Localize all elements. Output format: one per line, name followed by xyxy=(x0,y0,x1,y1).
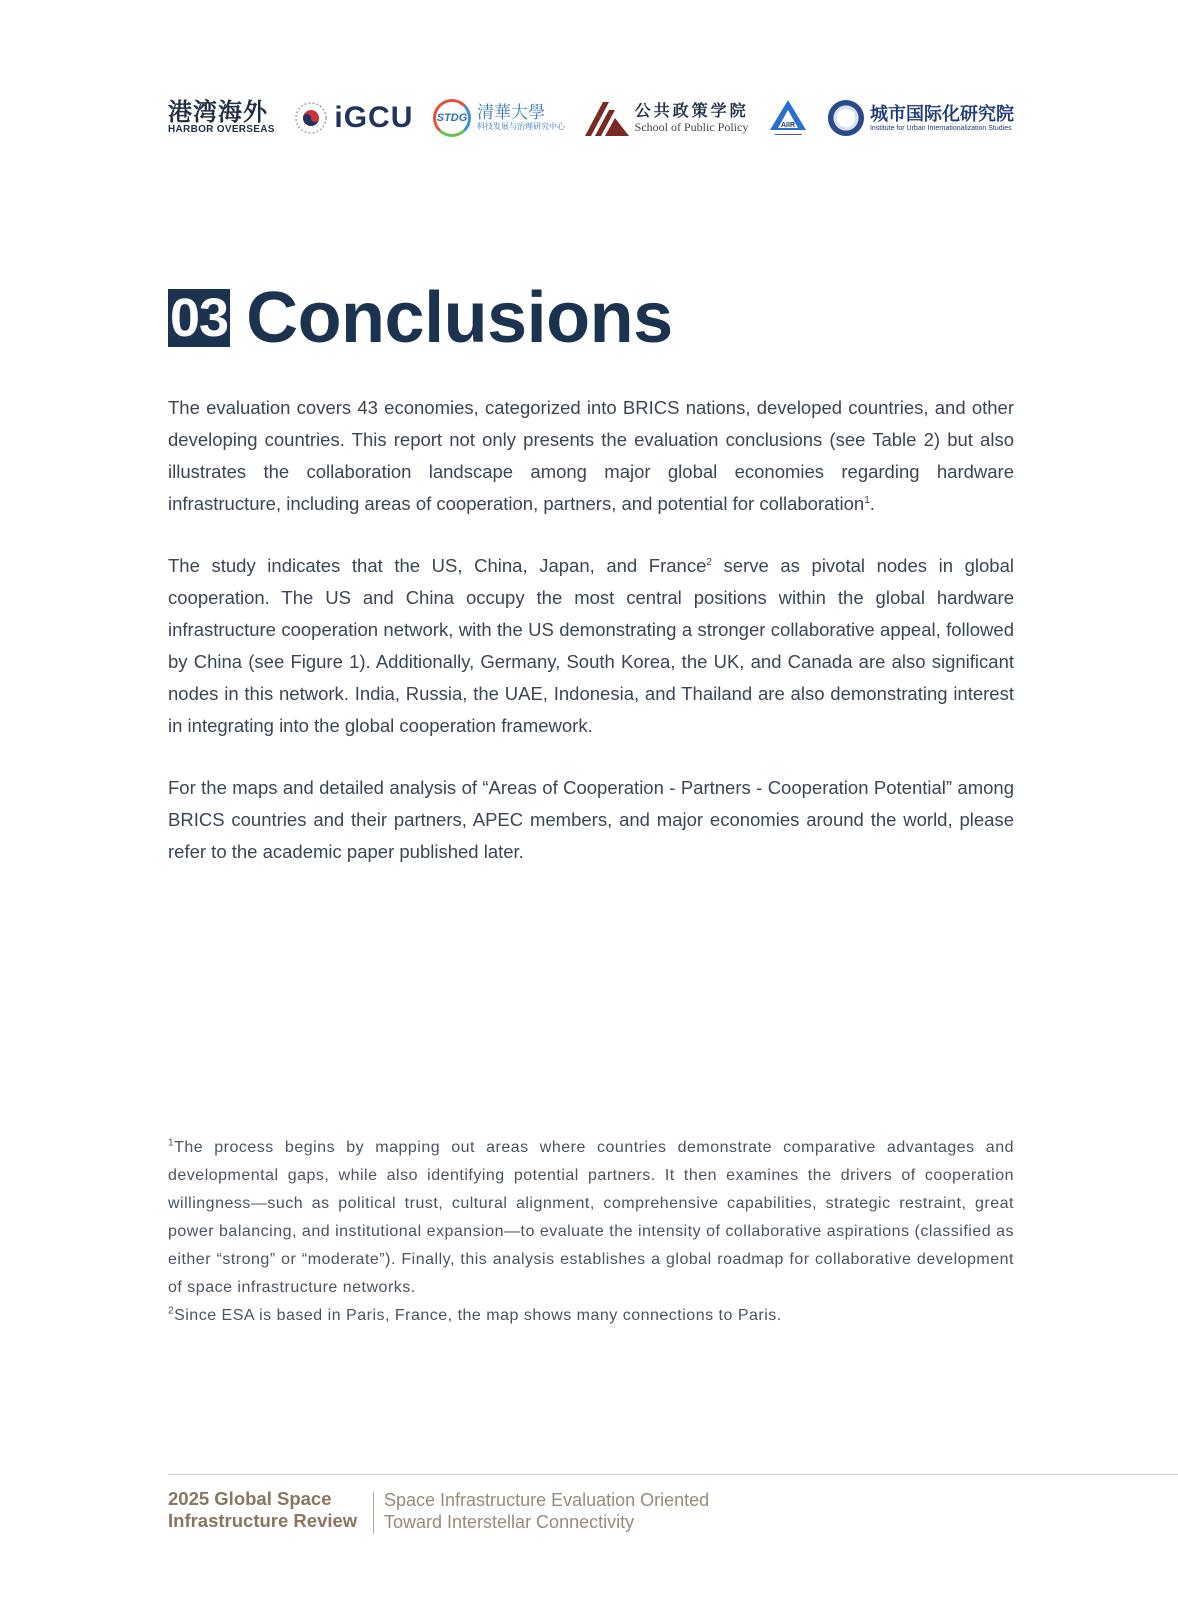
harbor-logo-en: HARBOR OVERSEAS xyxy=(168,124,275,135)
section-number: 03 xyxy=(170,288,229,348)
partner-logos xyxy=(168,94,1014,142)
section-heading xyxy=(168,278,673,358)
paragraph-2-text-b: serve as pivotal nodes in global cooperation. The US and China occupy the most central positions within the global hardware infrastructure cooperation network, with the US demonstrating a stronger collaborative appeal, followed by China (see Figure 1). Additionally, Germany, South Korea, the UK, and Canada are also significant nodes in this network. India, Russia, the UAE, Indonesia, and Thailand are also demonstrating interest in integrating into the global cooperation framework. xyxy=(168,555,1014,736)
paragraph-1-end: . xyxy=(869,493,875,514)
footer-separator xyxy=(373,1492,374,1534)
footnote-ref-2: 2 xyxy=(706,556,712,568)
paragraph-3 xyxy=(168,772,1014,868)
footnote-2-mark: 2 xyxy=(168,1305,175,1317)
paragraph-2-text-a: The study indicates that the US, China, Japan, and France xyxy=(168,555,707,576)
igcu-logo xyxy=(294,101,413,135)
footnote-2 xyxy=(168,1302,1014,1330)
harbor-overseas-logo xyxy=(168,101,275,135)
svg-text:AIIR: AIIR xyxy=(781,122,796,129)
harbor-logo-cn: 港湾海外 xyxy=(168,99,268,126)
footer-report-title-line1: 2025 Global Space xyxy=(168,1488,332,1509)
footnote-2-text: Since ESA is based in Paris, France, the map shows many connections to Paris. xyxy=(174,1307,782,1324)
iuis-logo xyxy=(828,100,1014,136)
spp-logo-cn: 公共政策学院 xyxy=(634,101,749,120)
paragraph-1 xyxy=(168,392,1014,520)
footer-report-title xyxy=(168,1488,357,1532)
school-of-public-policy-logo xyxy=(585,100,749,136)
paragraph-3-text: For the maps and detailed analysis of “Areas of Cooperation - Partners - Cooperation Potential” among BRICS countries and their partners, APEC members, and major economies around the world, please refer to the academic paper published later. xyxy=(168,777,1014,862)
aiir-logo xyxy=(768,98,808,138)
igcu-logo-text: iGCU xyxy=(334,101,414,134)
footnote-1-mark: 1 xyxy=(168,1137,175,1149)
aiir-triangle-icon xyxy=(768,98,808,132)
spp-logo-en: School of Public Policy xyxy=(634,120,749,134)
section-title: Conclusions xyxy=(246,278,673,358)
iuis-logo-cn: 城市国际化研究院 xyxy=(869,103,1014,124)
tsinghua-logo-cn: 清華大學 xyxy=(477,103,546,123)
footer-divider xyxy=(168,1474,1178,1475)
tsinghua-stdg-logo xyxy=(433,99,565,137)
footer-report-title-line2: Infrastructure Review xyxy=(168,1510,358,1531)
footer-subtitle-line1: Space Infrastructure Evaluation Oriented xyxy=(384,1490,710,1510)
aiir-logo-sub: ━━━━━━━━━ xyxy=(774,132,802,138)
paragraph-1-text: The evaluation covers 43 economies, categorized into BRICS nations, developed countries, and other developing countries. This report not only presents the evaluation conclusions (see Table 2) but also illustrates the collaboration landscape among major global economies regarding hardware infrastructure, including areas of cooperation, partners, and potential for collaboration xyxy=(168,397,1014,514)
spp-emblem-icon xyxy=(585,100,629,136)
footnote-1-text: The process begins by mapping out areas where countries demonstrate comparative advantages and developmental gaps, while also identifying potential partners. It then examines the drivers of cooperation willingness—such as political trust, cultural alignment, comprehensive capabilities, strategic restraint, great power balancing, and institutional expansion—to evaluate the intensity of collaborative aspirations (classified as either “strong” or “moderate”). Finally, this analysis establishes a global roadmap for collaborative development of space infrastructure networks. xyxy=(168,1139,1014,1296)
tsinghua-logo-sub: 科技发展与治理研究中心 xyxy=(477,122,566,131)
footer-subtitle-line2: Toward Interstellar Connectivity xyxy=(384,1512,635,1532)
igcu-emblem-icon xyxy=(294,101,328,135)
footnote-ref-1: 1 xyxy=(864,494,870,506)
stdg-badge: STDG xyxy=(433,99,471,137)
iuis-seal-icon xyxy=(828,100,864,136)
paragraph-2 xyxy=(168,550,1014,742)
iuis-logo-en: Institute for Urban Internationalization Studies xyxy=(869,124,1012,132)
footer-subtitle xyxy=(384,1489,709,1533)
footnote-1 xyxy=(168,1134,1014,1302)
footnotes xyxy=(168,1134,1014,1330)
